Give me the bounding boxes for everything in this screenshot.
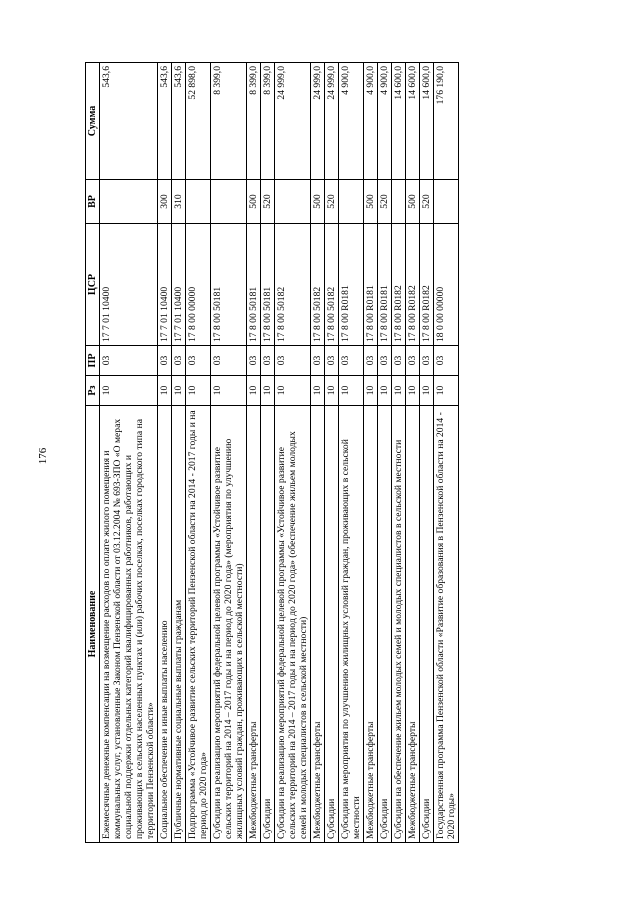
table-row — [211, 63, 247, 843]
cell-pr: 03 — [275, 346, 311, 376]
cell-vr: 500 — [311, 180, 325, 224]
header-rz: Рз — [86, 376, 100, 406]
cell-sum: 8 399,0 — [261, 63, 275, 180]
cell-name: Социальное обеспечение и иные выплаты населению — [158, 406, 172, 843]
table-header-row — [86, 63, 100, 843]
cell-rz: 10 — [434, 376, 459, 406]
cell-pr: 03 — [247, 346, 261, 376]
cell-name: Субсидии — [261, 406, 275, 843]
cell-rz: 10 — [261, 376, 275, 406]
cell-csr: 17 8 00 R0182 — [392, 224, 406, 346]
cell-csr: 17 8 00 R0182 — [406, 224, 420, 346]
cell-pr: 03 — [434, 346, 459, 376]
cell-rz: 10 — [420, 376, 434, 406]
table-row — [420, 63, 434, 843]
cell-vr — [339, 180, 364, 224]
header-sum: Сумма — [86, 63, 100, 180]
cell-pr: 03 — [392, 346, 406, 376]
header-vr: ВР — [86, 180, 100, 224]
table-row — [247, 63, 261, 843]
cell-rz: 10 — [364, 376, 378, 406]
cell-name: Субсидии на обеспечение жильем молодых семей и молодых специалистов в сельской местности — [392, 406, 406, 843]
cell-vr: 300 — [158, 180, 172, 224]
header-pr: ПР — [86, 346, 100, 376]
cell-name: Субсидии — [378, 406, 392, 843]
cell-name: Субсидии на реализацию мероприятий федеральной целевой программы «Устойчивое развитие сельских территорий на 2014 – 2017 годы и на период до 2020 года» (обеспечение жильем молодых семей и молодых специалистов в сельской местности) — [275, 406, 311, 843]
table-row — [158, 63, 172, 843]
cell-name: Межбюджетные трансферты — [364, 406, 378, 843]
cell-sum: 4 900,0 — [364, 63, 378, 180]
cell-sum: 176 190,0 — [434, 63, 459, 180]
header-name: Наименование — [86, 406, 100, 843]
cell-csr: 17 8 00 50181 — [261, 224, 275, 346]
cell-sum: 52 898,0 — [186, 63, 211, 180]
cell-vr: 310 — [172, 180, 186, 224]
cell-pr: 03 — [211, 346, 247, 376]
cell-vr: 520 — [378, 180, 392, 224]
rotated-page-content — [85, 63, 585, 843]
cell-csr: 17 7 01 10400 — [158, 224, 172, 346]
table-row — [378, 63, 392, 843]
cell-csr: 17 8 00 R0181 — [378, 224, 392, 346]
cell-sum: 14 600,0 — [392, 63, 406, 180]
table-row — [311, 63, 325, 843]
cell-sum: 14 600,0 — [420, 63, 434, 180]
cell-pr: 03 — [261, 346, 275, 376]
cell-name: Субсидии на реализацию мероприятий федеральной целевой программы «Устойчивое развитие сельских территорий на 2014 – 2017 годы и на период до 2020 года» (мероприятия по улучшению жилищных условий граждан, проживающих в сельской местности) — [211, 406, 247, 843]
cell-vr — [186, 180, 211, 224]
cell-csr: 17 8 00 50182 — [275, 224, 311, 346]
cell-name: Подпрограмма «Устойчивое развитие сельских территорий Пензенской области на 2014 - 2017 годы и на период до 2020 года» — [186, 406, 211, 843]
cell-pr: 03 — [100, 346, 158, 376]
header-csr: ЦСР — [86, 224, 100, 346]
cell-csr: 17 8 00 50182 — [311, 224, 325, 346]
cell-pr: 03 — [364, 346, 378, 376]
cell-vr: 500 — [406, 180, 420, 224]
cell-name: Публичные нормативные социальные выплаты гражданам — [172, 406, 186, 843]
cell-rz: 10 — [172, 376, 186, 406]
cell-name: Ежемесячные денежные компенсации на возмещение расходов по оплате жилого помещения и коммунальных услуг, установленные Законом Пензенской области от 03.12.2004 № 693-ЗПО «О мерах социальной поддержки отдельных категорий квалифицированных работников, работающих и проживающих в сельских населенных пунктах и (или) рабочих поселках, поселках городского типа на территории Пензенской области» — [100, 406, 158, 843]
cell-sum: 4 900,0 — [378, 63, 392, 180]
cell-rz: 10 — [186, 376, 211, 406]
cell-csr: 17 8 00 R0181 — [364, 224, 378, 346]
cell-sum: 24 999,0 — [275, 63, 311, 180]
table-row — [434, 63, 459, 843]
table-row — [275, 63, 311, 843]
cell-rz: 10 — [275, 376, 311, 406]
cell-pr: 03 — [420, 346, 434, 376]
cell-rz: 10 — [392, 376, 406, 406]
table-row — [364, 63, 378, 843]
cell-csr: 17 8 00 50181 — [211, 224, 247, 346]
table-row — [392, 63, 406, 843]
cell-csr: 17 8 00 R0182 — [420, 224, 434, 346]
cell-vr: 520 — [325, 180, 339, 224]
cell-pr: 03 — [186, 346, 211, 376]
cell-rz: 10 — [211, 376, 247, 406]
cell-vr — [275, 180, 311, 224]
cell-sum: 8 399,0 — [211, 63, 247, 180]
cell-rz: 10 — [378, 376, 392, 406]
cell-name: Государственная программа Пензенской области «Развитие образования в Пензенской области на 2014 - 2020 годы» — [434, 406, 459, 843]
table-row — [261, 63, 275, 843]
cell-csr: 17 8 00 R0181 — [339, 224, 364, 346]
budget-table — [85, 62, 459, 843]
cell-rz: 10 — [339, 376, 364, 406]
cell-csr: 17 8 00 00000 — [186, 224, 211, 346]
cell-sum: 14 600,0 — [406, 63, 420, 180]
cell-name: Межбюджетные трансферты — [406, 406, 420, 843]
cell-rz: 10 — [158, 376, 172, 406]
cell-vr — [434, 180, 459, 224]
cell-sum: 543,6 — [100, 63, 158, 180]
cell-rz: 10 — [406, 376, 420, 406]
cell-pr: 03 — [172, 346, 186, 376]
table-row — [186, 63, 211, 843]
cell-rz: 10 — [311, 376, 325, 406]
cell-sum: 24 999,0 — [311, 63, 325, 180]
cell-csr: 17 8 00 50181 — [247, 224, 261, 346]
cell-vr: 520 — [261, 180, 275, 224]
cell-pr: 03 — [325, 346, 339, 376]
cell-pr: 03 — [311, 346, 325, 376]
cell-rz: 10 — [325, 376, 339, 406]
page-number: 176 — [37, 447, 49, 465]
cell-name: Субсидии — [420, 406, 434, 843]
cell-vr: 500 — [247, 180, 261, 224]
cell-name: Межбюджетные трансферты — [247, 406, 261, 843]
cell-pr: 03 — [406, 346, 420, 376]
cell-rz: 10 — [100, 376, 158, 406]
cell-sum: 24 999,0 — [325, 63, 339, 180]
cell-rz: 10 — [247, 376, 261, 406]
cell-csr: 17 7 01 10400 — [100, 224, 158, 346]
cell-pr: 03 — [339, 346, 364, 376]
cell-vr — [100, 180, 158, 224]
cell-csr: 18 0 00 00000 — [434, 224, 459, 346]
table-row — [100, 63, 158, 843]
table-row — [406, 63, 420, 843]
cell-pr: 03 — [378, 346, 392, 376]
table-row — [172, 63, 186, 843]
cell-vr: 500 — [364, 180, 378, 224]
cell-vr: 520 — [420, 180, 434, 224]
table-row — [339, 63, 364, 843]
cell-sum: 543,6 — [172, 63, 186, 180]
cell-vr — [392, 180, 406, 224]
cell-name: Субсидии — [325, 406, 339, 843]
table-row — [325, 63, 339, 843]
cell-pr: 03 — [158, 346, 172, 376]
cell-sum: 543,6 — [158, 63, 172, 180]
cell-csr: 17 7 01 10400 — [172, 224, 186, 346]
cell-sum: 8 399,0 — [247, 63, 261, 180]
cell-name: Субсидии на мероприятия по улучшению жилищных условий граждан, проживающих в сельской местности — [339, 406, 364, 843]
cell-name: Межбюджетные трансферты — [311, 406, 325, 843]
cell-vr — [211, 180, 247, 224]
cell-sum: 4 900,0 — [339, 63, 364, 180]
cell-csr: 17 8 00 50182 — [325, 224, 339, 346]
